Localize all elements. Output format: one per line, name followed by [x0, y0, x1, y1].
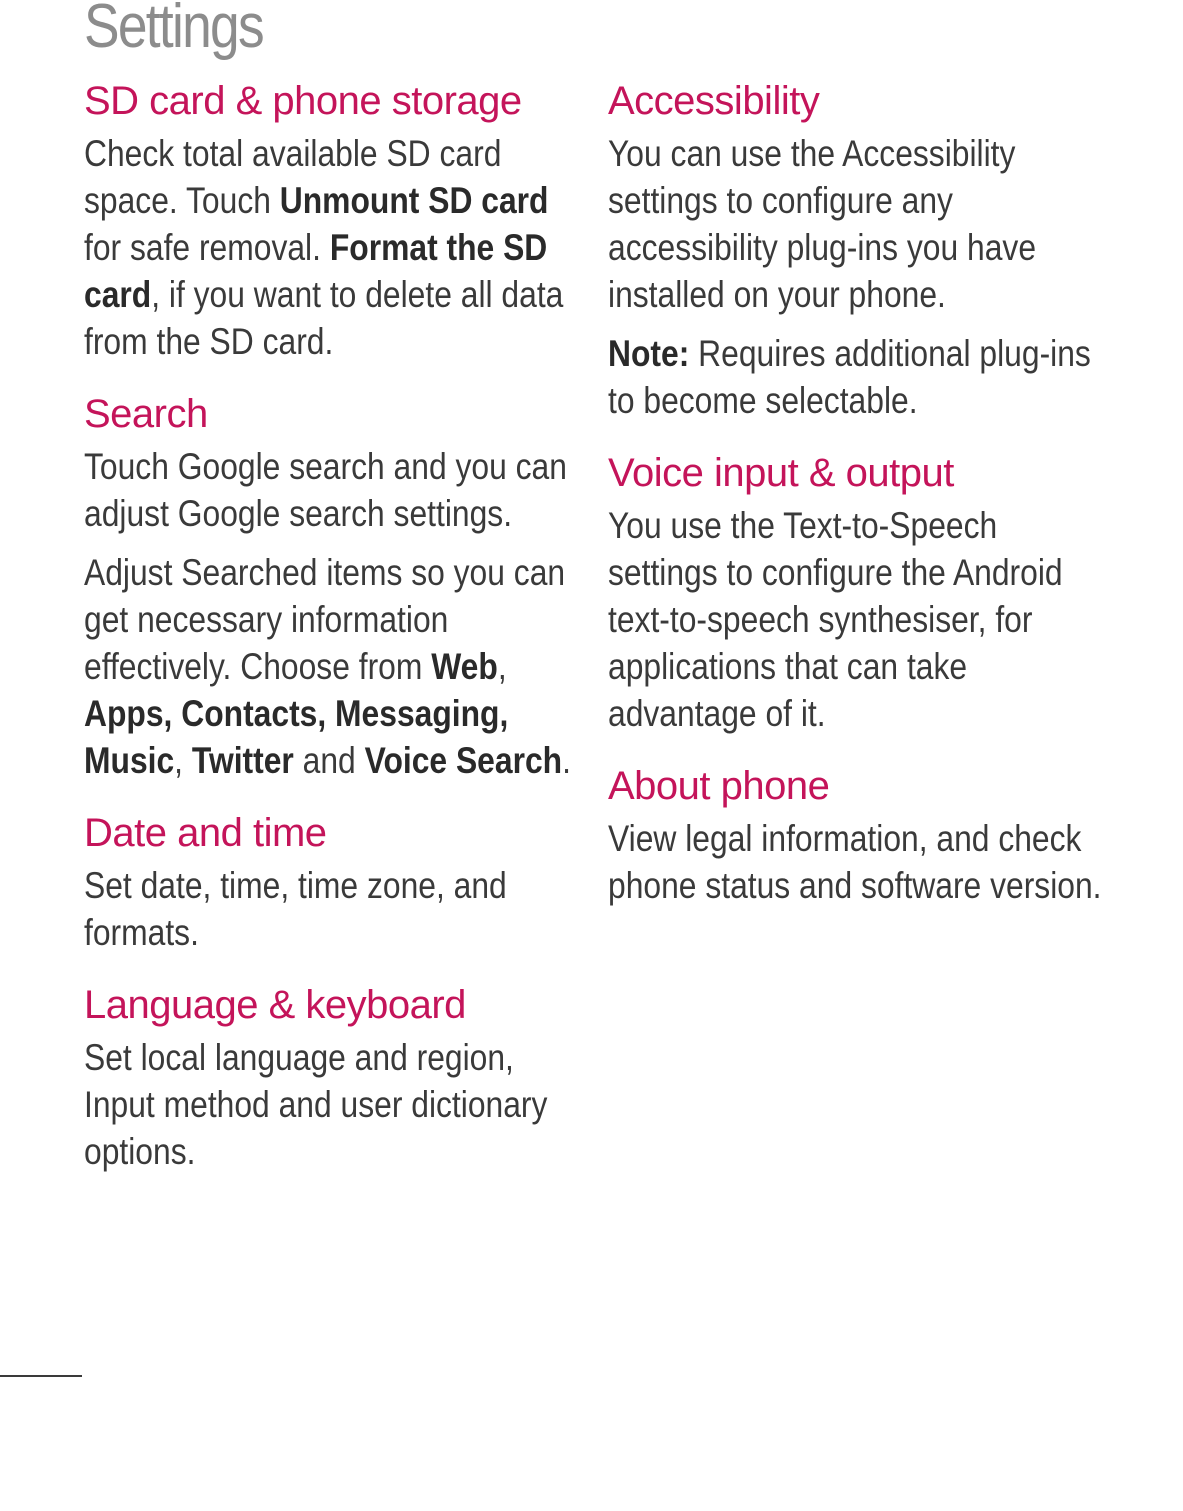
sd-card-description: Check total available SD card space. Touch Unmount SD card for safe removal. Format the SD card, if you want to delete all data from the SD card. — [84, 133, 564, 362]
accessibility-description: You can use the Accessibility settings to configure any accessibility plug-ins you have installed on your phone. — [608, 133, 1037, 315]
twitter-term: Twitter — [191, 740, 294, 781]
section-language-keyboard — [84, 982, 574, 1175]
heading-voice-input-output: Voice input & output — [608, 451, 954, 495]
accessibility-note: Note: Requires additional plug-ins to become selectable. — [608, 333, 1091, 421]
heading-about-phone: About phone — [608, 764, 830, 808]
search-items-description: Adjust Searched items so you can get necessary information effectively. Choose from Web, Apps, Contacts, Messaging, Music, Twitter and Voice Search. — [84, 552, 571, 781]
note-label: Note: — [608, 333, 690, 374]
section-sd-card-storage — [84, 78, 574, 365]
search-description: Touch Google search and you can adjust Google search settings. — [84, 446, 567, 534]
heading-language-keyboard: Language & keyboard — [84, 983, 466, 1027]
voice-input-output-description: You use the Text-to-Speech settings to configure the Android text-to-speech synthesiser, for applications that can take advantage of it. — [608, 505, 1063, 734]
section-date-time — [84, 810, 574, 956]
left-column — [84, 78, 574, 1201]
section-accessibility — [608, 78, 1108, 424]
language-keyboard-description: Set local language and region, Input method and user dictionary options. — [84, 1037, 548, 1172]
web-term: Web — [431, 646, 498, 687]
heading-search: Search — [84, 392, 208, 436]
date-time-description: Set date, time, time zone, and formats. — [84, 865, 507, 953]
heading-sd-card-storage: SD card & phone storage — [84, 79, 522, 123]
apps-contacts-messaging-music-term: Apps, Contacts, Messaging, Music — [84, 693, 509, 781]
right-column — [608, 78, 1108, 935]
section-search — [84, 391, 574, 784]
format-sd-card-term: Format the SD card — [84, 227, 548, 315]
section-voice-input-output — [608, 450, 1108, 737]
heading-accessibility: Accessibility — [608, 79, 820, 123]
unmount-sd-card-term: Unmount SD card — [279, 180, 549, 221]
page-footer-rule — [0, 1375, 82, 1377]
page-title: Settings — [84, 0, 263, 61]
section-about-phone — [608, 763, 1108, 909]
voice-search-term: Voice Search — [364, 740, 563, 781]
heading-date-time: Date and time — [84, 811, 327, 855]
about-phone-description: View legal information, and check phone status and software version. — [608, 818, 1102, 906]
